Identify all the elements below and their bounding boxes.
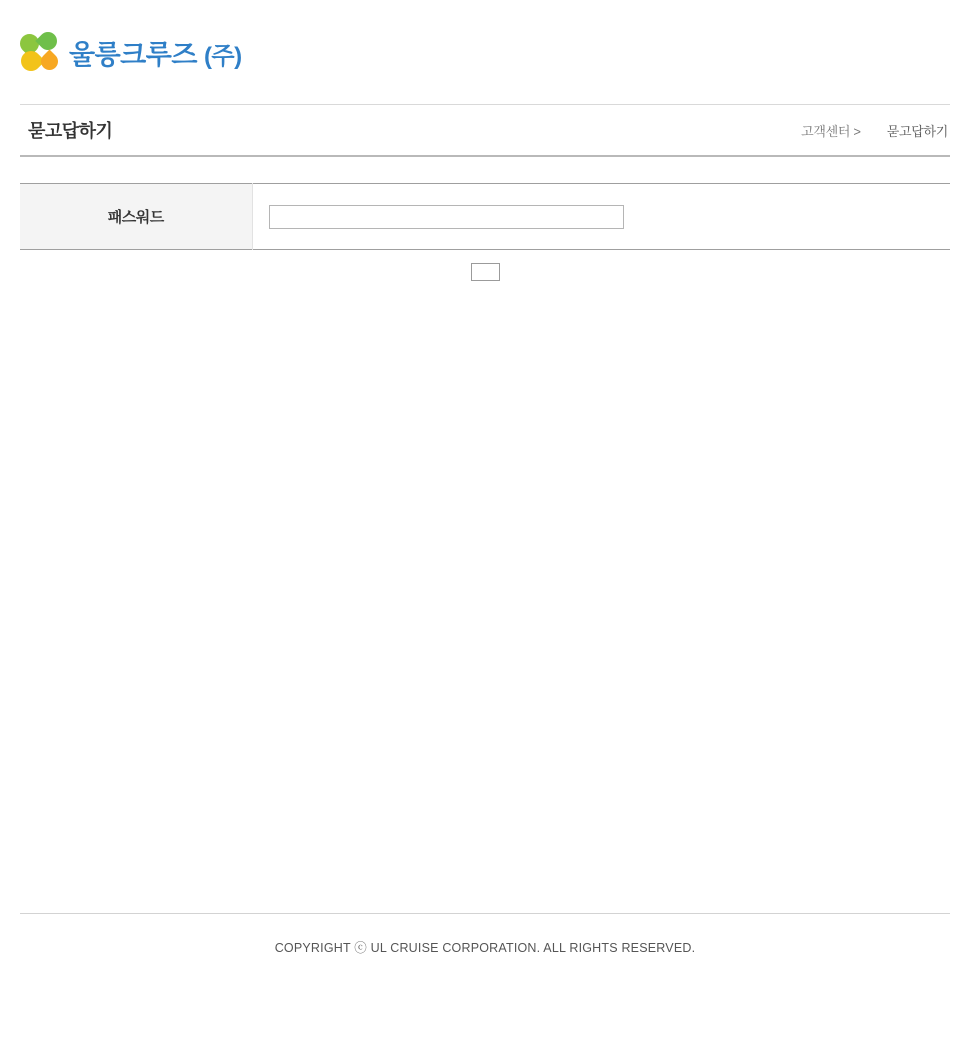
password-form [20, 183, 950, 281]
submit-button[interactable] [471, 263, 500, 281]
pinwheel-flower-icon [20, 32, 60, 72]
site-footer [20, 913, 950, 956]
password-field-cell [252, 184, 950, 250]
breadcrumb-current: 묻고답하기 [886, 123, 948, 139]
page-title-bar [20, 104, 950, 157]
breadcrumb-parent[interactable]: 고객센터 > [801, 123, 861, 139]
password-input[interactable] [269, 205, 624, 229]
logo-suffix: (주) [203, 42, 242, 70]
main-content [20, 157, 950, 281]
page-title: 묻고답하기 [28, 121, 113, 141]
password-table [20, 183, 950, 250]
site-logo-link[interactable] [20, 32, 242, 72]
logo-name: 울릉크루즈 [69, 39, 197, 70]
table-row [20, 184, 950, 250]
logo-wordmark [69, 33, 242, 72]
breadcrumb [801, 121, 950, 140]
password-label: 패스워드 [20, 184, 252, 250]
site-header [0, 0, 970, 104]
copyright-text: COPYRIGHT ⓒ UL CRUISE CORPORATION. ALL RIGHTS RESERVED. [274, 941, 696, 955]
submit-row [20, 263, 950, 281]
